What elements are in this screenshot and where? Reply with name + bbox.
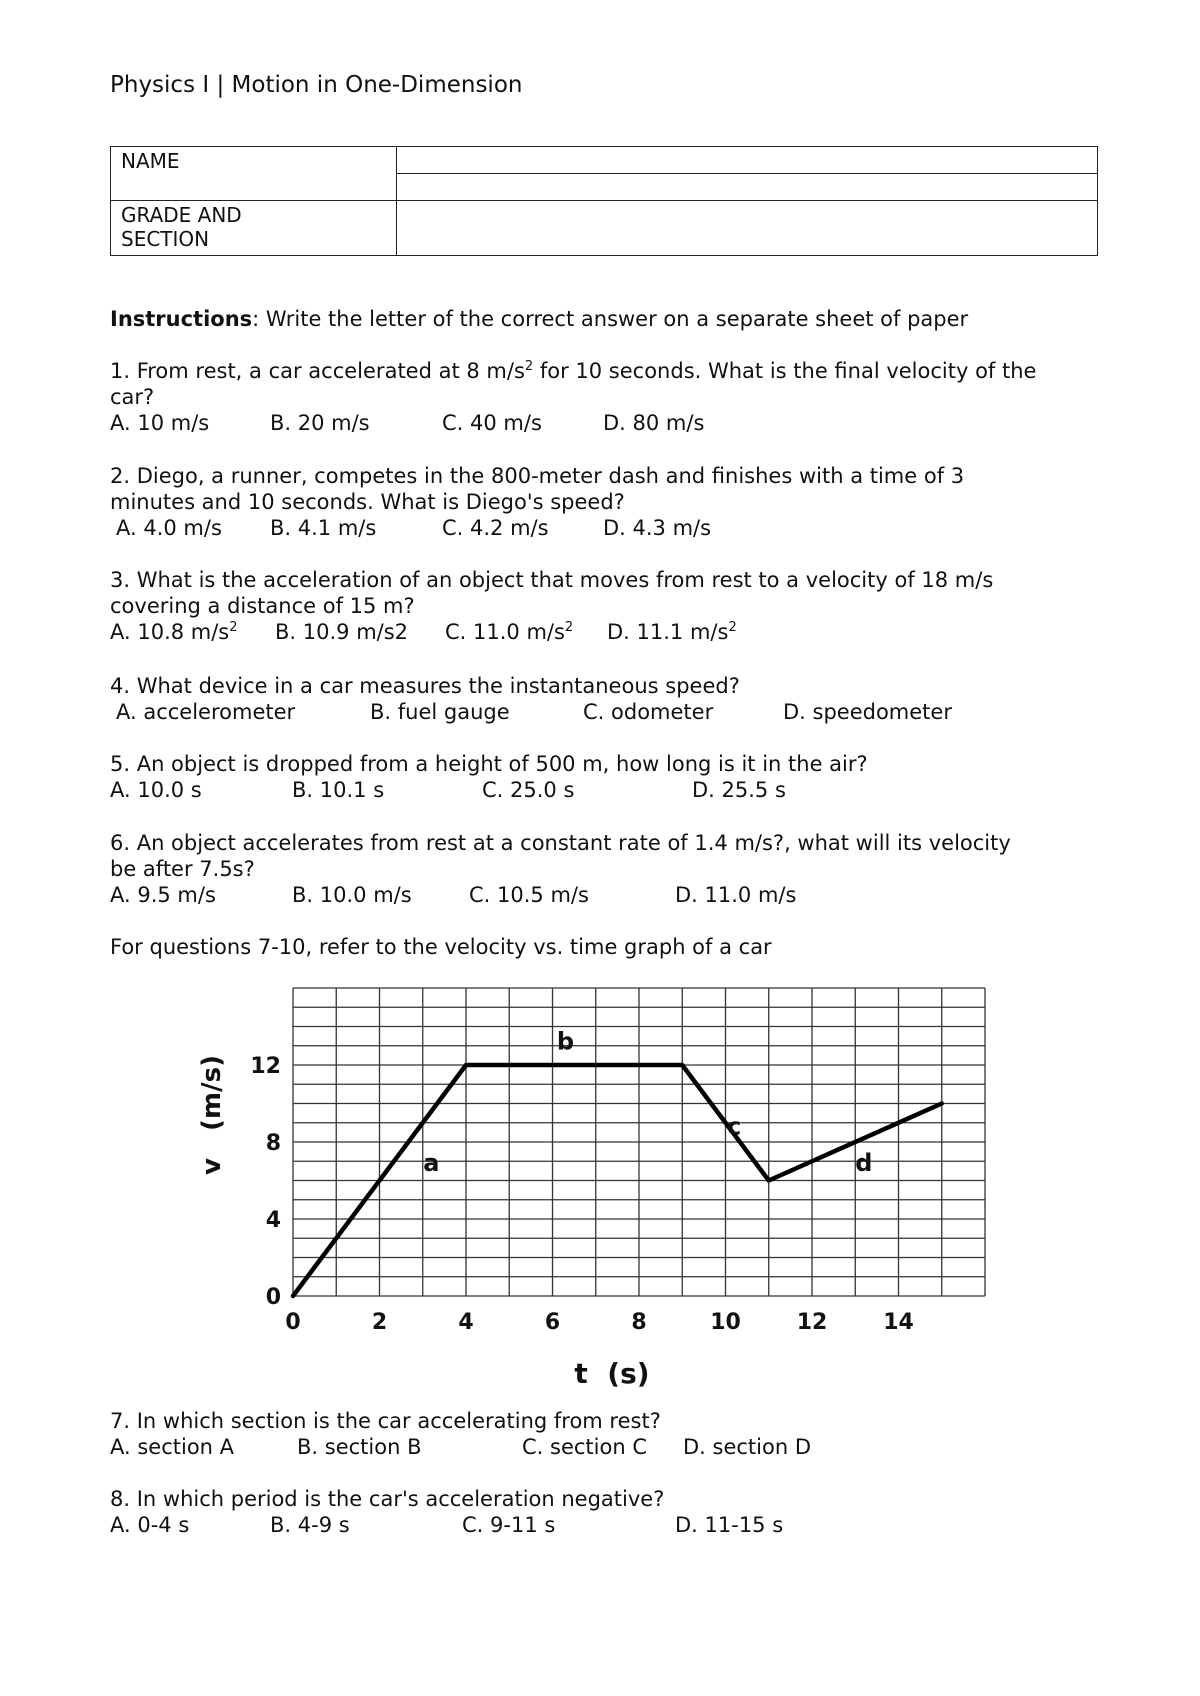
y-tick-label: 0: [265, 1285, 281, 1310]
question-text: minutes and 10 seconds. What is Diego's speed?: [110, 490, 625, 514]
option-c: C. 9-11 s: [462, 1513, 556, 1537]
graph-grid: [293, 988, 985, 1296]
x-tick-label: 4: [458, 1310, 474, 1335]
x-tick-label: 0: [285, 1310, 301, 1335]
option-b: B. 10.0 m/s: [292, 883, 412, 907]
y-tick-label: 4: [265, 1208, 281, 1233]
option-c: C. odometer: [583, 700, 714, 724]
question-text: 4. What device in a car measures the instantaneous speed?: [110, 674, 740, 698]
option-a: A. 10.8 $m/s^2$: [110, 620, 238, 644]
question-text: 2. Diego, a runner, competes in the 800-meter dash and finishes with a time of 3: [110, 464, 965, 488]
segment-label-c: c: [727, 1112, 742, 1141]
option-c: C. 4.2 m/s: [442, 516, 549, 540]
question-text: car?: [110, 385, 155, 409]
option-d: D. speedometer: [783, 700, 952, 724]
x-tick-label: 12: [796, 1310, 828, 1335]
x-axis-label: t (s): [574, 1357, 650, 1390]
question-text: 3. What is the acceleration of an object that moves from rest to a velocity of 18 m/s: [110, 568, 994, 592]
segment-label-d: d: [855, 1148, 873, 1177]
option-a: A. 4.0 m/s: [116, 516, 222, 540]
option-d: D. 4.3 m/s: [603, 516, 712, 540]
option-c: C. 40 m/s: [442, 411, 542, 435]
graph-ticks: [250, 1054, 913, 1335]
option-c: C. 25.0 s: [482, 778, 575, 802]
option-d: D. 11.1 $m/s^2$: [607, 620, 737, 644]
option-d: D. 11.0 m/s: [675, 883, 797, 907]
question-text: 7. In which section is the car accelerating from rest?: [110, 1409, 661, 1433]
option-b: B. section B: [297, 1435, 422, 1459]
y-tick-label: 12: [250, 1054, 281, 1079]
option-c: C. 11.0 $m/s^2$: [445, 620, 574, 644]
y-axis-label: v (m/s): [197, 1055, 227, 1175]
option-d: D. 25.5 s: [692, 778, 786, 802]
grade-section-label-line1: GRADE AND: [121, 203, 242, 227]
graph-segment-labels: [423, 1028, 872, 1177]
option-d: D. 80 m/s: [603, 411, 705, 435]
option-a: A. 10 m/s: [110, 411, 210, 435]
option-c: C. section C: [522, 1435, 647, 1459]
instructions-label: Instructions: [110, 307, 253, 331]
option-a: A. section A: [110, 1435, 235, 1459]
option-c: C. 10.5 m/s: [469, 883, 589, 907]
segment-label-a: a: [423, 1148, 440, 1177]
student-info-table: [110, 146, 1098, 256]
option-a: A. 0-4 s: [110, 1513, 190, 1537]
option-d: D. 11-15 s: [675, 1513, 784, 1537]
x-tick-label: 14: [883, 1310, 914, 1335]
table-divider: [396, 173, 1097, 174]
x-tick-label: 6: [544, 1310, 561, 1335]
option-a: A. 10.0 s: [110, 778, 202, 802]
velocity-time-graph: [175, 980, 995, 1395]
name-label: NAME: [121, 149, 180, 173]
question-text: 8. In which period is the car's acceleration negative?: [110, 1487, 665, 1511]
x-tick-label: 8: [631, 1310, 647, 1335]
question-text: 1. From rest, a car accelerated at 8 $m/s^2$ for 10 seconds. What is the final velocity of the: [110, 359, 1037, 383]
option-a: A. 9.5 m/s: [110, 883, 216, 907]
option-b: B. 20 m/s: [270, 411, 370, 435]
superscript-two: 2: [524, 359, 534, 374]
option-b: B. 10.1 s: [292, 778, 385, 802]
table-divider: [111, 200, 1097, 201]
y-tick-label: 8: [265, 1131, 281, 1156]
option-d: D. section D: [683, 1435, 811, 1459]
option-b: B. fuel gauge: [370, 700, 510, 724]
question-text: 5. An object is dropped from a height of 500 m, how long is it in the air?: [110, 752, 868, 776]
grade-section-label-line2: SECTION: [121, 227, 210, 251]
graph-intro: For questions 7-10, refer to the velocity vs. time graph of a car: [110, 935, 772, 959]
option-b: B. 10.9 m/s2: [275, 620, 409, 644]
question-text: covering a distance of 15 m?: [110, 594, 415, 618]
page-title: Physics I | Motion in One-Dimension: [110, 72, 523, 98]
option-b: B. 4.1 m/s: [270, 516, 377, 540]
x-tick-label: 10: [710, 1310, 741, 1335]
question-text: be after 7.5s?: [110, 857, 255, 881]
instructions-text: : Write the letter of the correct answer on a separate sheet of paper: [252, 307, 969, 331]
instructions: [110, 306, 968, 332]
x-tick-label: 2: [371, 1310, 388, 1335]
option-a: A. accelerometer: [116, 700, 296, 724]
table-divider: [396, 147, 397, 255]
question-text: 6. An object accelerates from rest at a constant rate of 1.4 m/s?, what will its velocity: [110, 831, 1011, 855]
option-b: B. 4-9 s: [270, 1513, 350, 1537]
segment-label-b: b: [556, 1027, 575, 1056]
